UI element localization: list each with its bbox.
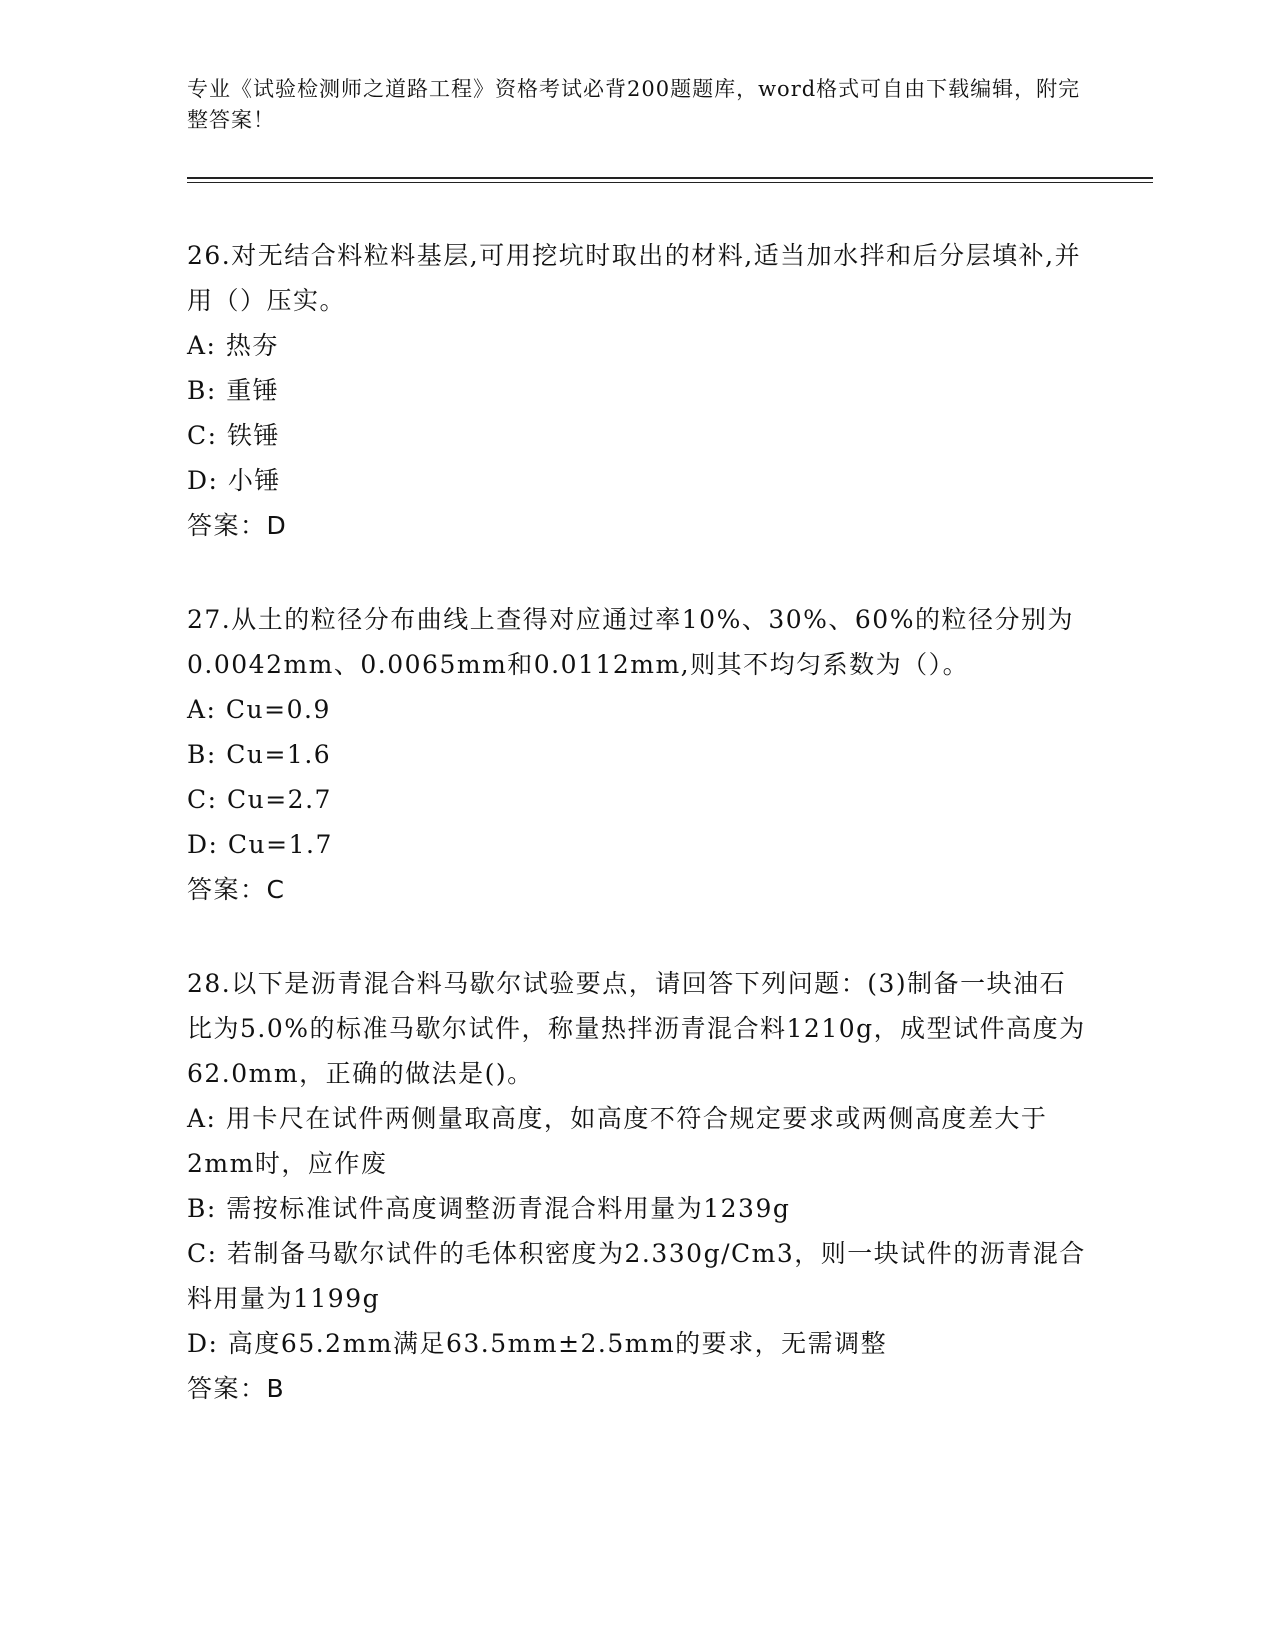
question-stem: 27.从土的粒径分布曲线上查得对应通过率10%、30%、60%的粒径分别为0.0042mm、0.0065mm和0.0112mm,则其不均匀系数为（）。: [187, 605, 1074, 679]
option-a: A: 用卡尺在试件两侧量取高度，如高度不符合规定要求或两侧高度差大于2mm时，应作废: [187, 1104, 1048, 1178]
question-28: [187, 961, 1087, 1411]
header-intro-text: 专业《试验检测师之道路工程》资格考试必背200题题库，word格式可自由下载编辑，附完整答案！: [187, 77, 1081, 132]
question-26: [187, 233, 1087, 548]
header-divider-thick: [187, 177, 1153, 179]
option-b: B: 重锤: [187, 376, 280, 405]
document-header: [187, 74, 1087, 136]
option-d: D: Cu=1.7: [187, 830, 333, 859]
question-27: [187, 597, 1087, 912]
option-c: C: 铁锤: [187, 421, 280, 450]
option-c: C: 若制备马歇尔试件的毛体积密度为2.330g/Cm3，则一块试件的沥青混合料用量为1199g: [187, 1239, 1086, 1313]
question-stem: 28.以下是沥青混合料马歇尔试验要点，请回答下列问题：(3)制备一块油石比为5.0%的标准马歇尔试件，称量热拌沥青混合料1210g，成型试件高度为62.0mm，正确的做法是()。: [187, 969, 1086, 1088]
question-stem: 26.对无结合料粒料基层,可用挖坑时取出的材料,适当加水拌和后分层填补,并用（）压实。: [187, 241, 1082, 315]
option-b: B: Cu=1.6: [187, 740, 332, 769]
answer-label: 答案：C: [187, 875, 286, 904]
option-a: A: Cu=0.9: [187, 695, 331, 724]
answer-label: 答案：D: [187, 511, 288, 540]
answer-label: 答案：B: [187, 1374, 286, 1403]
option-d: D: 高度65.2mm满足63.5mm±2.5mm的要求，无需调整: [187, 1329, 888, 1358]
option-c: C: Cu=2.7: [187, 785, 332, 814]
option-b: B: 需按标准试件高度调整沥青混合料用量为1239g: [187, 1194, 791, 1223]
option-d: D: 小锤: [187, 466, 281, 495]
header-divider-thin: [187, 182, 1153, 183]
option-a: A: 热夯: [187, 331, 279, 360]
